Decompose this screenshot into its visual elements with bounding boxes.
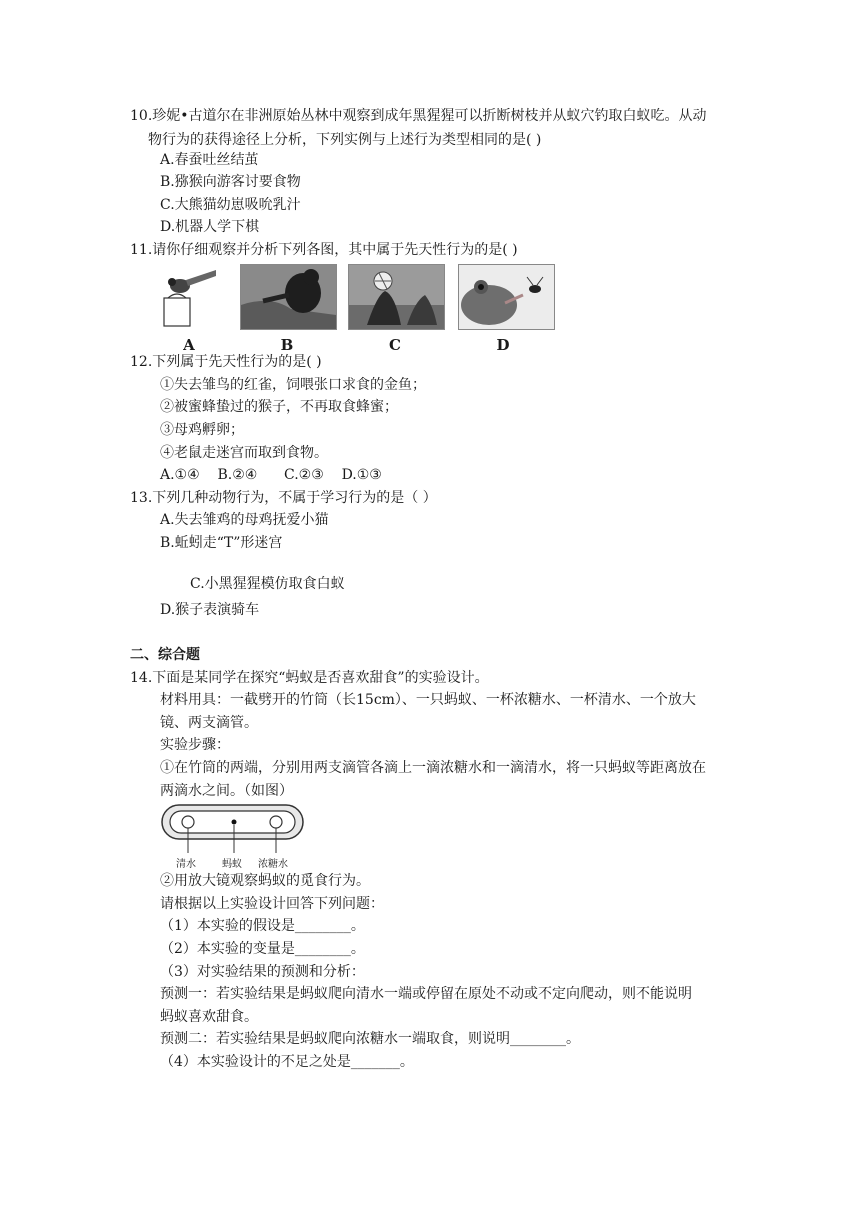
q14-step2: ②用放大镜观察蚂蚁的觅食行为。 (160, 873, 370, 889)
q11-image-label-d: D (496, 336, 510, 354)
q10-option-b: B.猕猴向游客讨要食物 (160, 174, 301, 190)
q14-sub2: （2）本实验的变量是________。 (160, 941, 365, 957)
figure-label-water: 清水 (176, 859, 196, 870)
q12-options: A.①④ B.②④ C.②③ D.①③ (160, 467, 382, 483)
q14-sub3: （3）对实验结果的预测和分析： (160, 964, 365, 980)
q10-stem-line2: 物行为的获得途径上分析，下列实例与上述行为类型相同的是( ) (148, 132, 542, 148)
q12-stem: 12.下列属于先天性行为的是( ) (130, 354, 322, 370)
q11-image-label-c: C (389, 336, 401, 354)
q12-item-2: ②被蜜蜂蛰过的猴子，不再取食蜂蜜； (160, 399, 398, 415)
q14-stem: 14.下面是某同学在探究“蚂蚁是否喜欢甜食”的实验设计。 (130, 670, 489, 686)
q14-prediction2: 预测二：若实验结果是蚂蚁爬向浓糖水一端取食，则说明________。 (160, 1031, 580, 1047)
q12-item-1: ①失去雏鸟的红雀，饲喂张口求食的金鱼； (160, 377, 426, 393)
q12-item-4: ④老鼠走迷宫而取到食物。 (160, 445, 328, 461)
q10-stem-line1: 10.珍妮•古道尔在非洲原始丛林中观察到成年黑猩猩可以折断树枝并从蚁穴钓取白蚁吃。从动 (130, 108, 707, 124)
q13-stem: 13.下列几种动物行为，不属于学习行为的是（ ） (130, 490, 437, 506)
q14-steps-title: 实验步骤： (160, 737, 230, 753)
figure-label-sugar-water: 浓糖水 (258, 859, 288, 870)
q14-prediction1-line1: 预测一：若实验结果是蚂蚁爬向清水一端或停留在原处不动或不定向爬动，则不能说明 (160, 986, 692, 1002)
q14-sub1: （1）本实验的假设是________。 (160, 918, 365, 934)
q11-image-label-b: B (280, 336, 294, 354)
q12-item-3: ③母鸡孵卵； (160, 422, 244, 438)
q14-sub4: （4）本实验设计的不足之处是_______。 (160, 1054, 414, 1070)
q14-materials-line2: 镜、两支滴管。 (160, 715, 258, 731)
q14-materials-line1: 材料用具：一截劈开的竹筒（长15cm）、一只蚂蚁、一杯浓糖水、一杯清水、一个放大 (160, 692, 696, 708)
bird-drinking-icon (158, 264, 220, 328)
q14-prompt: 请根据以上实验设计回答下列问题： (160, 896, 384, 912)
sea-lion-ball-icon (349, 265, 444, 329)
q14-step1-line2: 两滴水之间。（如图） (160, 783, 293, 799)
q13-option-a: A.失去雏鸡的母鸡抚爱小猫 (160, 512, 329, 528)
frog-catching-fly-image (458, 264, 555, 330)
q14-step1-line1: ①在竹筒的两端，分别用两支滴管各滴上一滴浓糖水和一滴清水，将一只蚂蚁等距离放在 (160, 760, 706, 776)
section-title: 二、综合题 (130, 647, 200, 663)
q13-option-d: D.猴子表演骑车 (160, 602, 260, 618)
figure-label-ant: 蚂蚁 (222, 859, 242, 870)
q10-option-a: A.春蚕吐丝结茧 (160, 152, 259, 168)
frog-icon (459, 265, 554, 329)
q11-image-label-a: A (183, 336, 195, 354)
q10-option-d: D.机器人学下棋 (160, 219, 260, 235)
sea-lion-ball-image (348, 264, 445, 330)
chimpanzee-icon (241, 265, 336, 329)
q13-option-b: B.蚯蚓走“T”形迷宫 (160, 535, 283, 551)
q13-option-c: C.小黑猩猩模仿取食白蚁 (190, 576, 345, 592)
chimpanzee-image (240, 264, 337, 330)
q14-prediction1-line2: 蚂蚁喜欢甜食。 (160, 1009, 258, 1025)
q10-option-c: C.大熊猫幼崽吸吮乳汁 (160, 197, 301, 213)
q11-stem: 11.请你仔细观察并分析下列各图，其中属于先天性行为的是( ) (130, 242, 518, 258)
bamboo-tube-figure (160, 803, 305, 869)
bird-drinking-image (158, 264, 220, 328)
